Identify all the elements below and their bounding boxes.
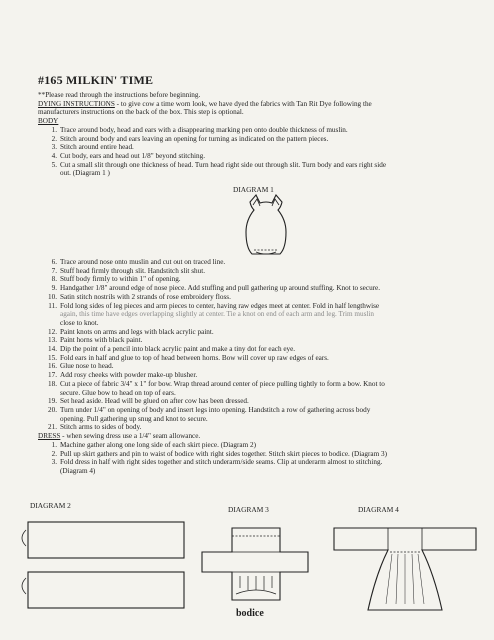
dress-section — [38, 432, 474, 441]
step-5: 5. Cut a small slit through one thickness of head. Turn head right side out through slit. Turn body and ears right side — [51, 160, 387, 169]
dress-step-3-cont: (Diagram 4) — [60, 466, 96, 475]
step-16: 16. Glue nose to head. — [48, 362, 114, 371]
diagram-2-skirt-pieces — [16, 508, 196, 620]
step-12: 12. Paint knots on arms and legs with black acrylic paint. — [48, 327, 214, 336]
steps-body-b — [38, 258, 474, 328]
dress-step-1: 1. Machine gather along one long side of each skirt piece. (Diagram 2) — [51, 440, 256, 449]
diagram-4-finished-dress — [330, 514, 480, 624]
diagram-1-label: DIAGRAM 1 — [233, 185, 274, 194]
bodice-label: bodice — [236, 608, 264, 619]
step-17: 17. Add rosy cheeks with powder make-up blusher. — [48, 371, 198, 380]
step-21: 21. Stitch arms to sides of body. — [48, 423, 142, 432]
steps-body-c — [38, 328, 474, 432]
body-heading: BODY — [38, 117, 59, 126]
step-3: 3. Stitch around entire head. — [51, 143, 134, 152]
instructions-text — [38, 74, 474, 476]
page-title: #165 MILKIN' TIME — [38, 73, 154, 87]
diagram-3-label: DIAGRAM 3 — [228, 505, 269, 514]
step-20: 20. Turn under 1/4" on opening of body and insert legs into opening. Handstitch a row of gathering across body — [48, 405, 371, 414]
step-19: 19. Set head aside. Head will be glued on after cow has been dressed. — [48, 397, 249, 406]
step-4: 4. Cut body, ears and head out 1/8" beyond stitching. — [51, 151, 205, 160]
step-14: 14. Dip the point of a pencil into black acrylic paint and make a tiny dot for each eye. — [48, 345, 296, 354]
dying-heading: DYING INSTRUCTIONS — [38, 99, 115, 108]
intro-note: **Please read through the instructions before beginning. — [38, 91, 201, 99]
diagram-1-cow-body — [236, 194, 296, 260]
step-5-cont: out. (Diagram 1 ) — [60, 169, 110, 178]
step-13: 13. Paint horns with black paint. — [48, 336, 143, 345]
dying-instructions — [38, 100, 474, 109]
diagram-2-label: DIAGRAM 2 — [30, 501, 71, 510]
step-2: 2. Stitch around body and ears leaving an opening for turning as indicated on the pattern pieces. — [51, 134, 329, 143]
step-20-cont: opening. Pull gathering up snug and knot to secure. — [60, 414, 208, 423]
step-6: 6. Trace around nose onto muslin and cut out on traced line. — [51, 258, 226, 267]
dress-step-2: 2. Pull up skirt gathers and pin to waist of bodice with right sides together. Stitch skirt pieces to bodice. (Diagram 3) — [51, 449, 387, 458]
step-7: 7. Stuff head firmly through slit. Handstitch slit shut. — [51, 266, 206, 275]
dying-text: - to give cow a time worn look, we have dyed the fabrics with Tan Rit Dye following the — [114, 99, 372, 108]
step-1: 1. Trace around body, head and ears with a disappearing marking pen onto double thickness of muslin. — [51, 125, 348, 134]
step-18: 18. Cut a piece of fabric 3/4" x 1" for bow. Wrap thread around center of piece pulling tightly to form a bow. Knot to — [48, 379, 385, 388]
diagram-4-label: DIAGRAM 4 — [358, 505, 399, 514]
step-18-cont: secure. Glue bow to head on top of ears. — [60, 388, 176, 397]
steps-body-a — [38, 126, 474, 178]
step-11-cont: again, this time have edges overlapping slightly at center. Tie a knot on end of each arm and leg. Trim muslin — [60, 310, 374, 319]
step-8: 8. Stuff body firmly to within 1" of opening. — [51, 275, 181, 284]
step-15: 15. Fold ears in half and glue to top of head between horns. Bow will cover up raw edges of ears. — [48, 353, 329, 362]
step-10: 10. Satin stitch nostrils with 2 strands of rose embroidery floss. — [48, 292, 231, 301]
dress-step-3: 3. Fold dress in half with right sides together and stitch underarm/side seams. Clip at underarm almost to stitching. — [51, 458, 383, 467]
step-11: 11. Fold long sides of leg pieces and arm pieces to center, having raw edges meet at center. Fold in half lengthwise — [48, 301, 380, 310]
step-11-cont-2: close to knot. — [60, 318, 99, 327]
dress-text: - when sewing dress use a 1/4" seam allowance. — [60, 432, 201, 441]
intro-note-2: manufacturers instructions on the back of the box. This step is optional. — [38, 108, 244, 117]
step-9: 9. Handgather 1/8" around edge of nose piece. Add stuffing and pull gathering up around stuffing. Knot to secure. — [51, 284, 381, 293]
diagram-3-bodice-assembly — [196, 514, 316, 610]
dress-heading: DRESS — [38, 432, 61, 441]
